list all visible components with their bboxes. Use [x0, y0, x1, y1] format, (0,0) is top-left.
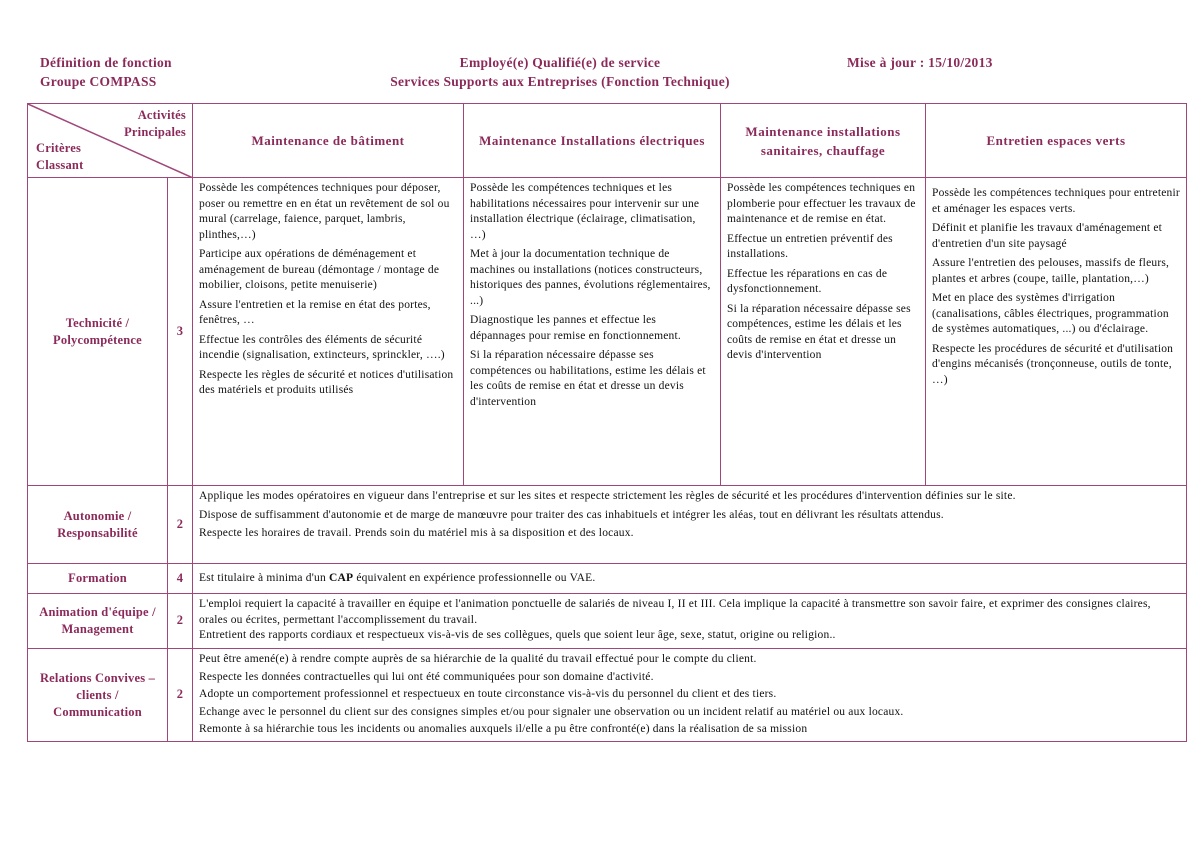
activity-cell	[721, 178, 926, 486]
corner-label: Principales	[124, 125, 186, 139]
criterion-label: Relations Convives – clients / Communication	[28, 649, 168, 742]
activity-cell	[464, 178, 721, 486]
table-row	[28, 178, 1187, 486]
task-text: Entretient des rapports cordiaux et respectueux vis-à-vis de ses collègues, quels que soient leur âge, sexe, statut, origine ou religion..	[199, 629, 836, 641]
activity-cell	[926, 178, 1187, 486]
function-table	[27, 103, 1187, 742]
task-text: Si la réparation nécessaire dépasse ses compétences, estime les délais et les coûts de remise en état et dresse un devis d'intervention	[727, 302, 911, 361]
task-text: équivalent en expérience professionnelle ou VAE.	[353, 571, 596, 584]
task-text: Si la réparation nécessaire dépasse ses compétences ou habilitations, estime les délais et les coûts de remise en état et dresse un devis d'intervention	[470, 349, 706, 408]
criterion-description	[193, 649, 1187, 742]
table-row	[28, 594, 1187, 649]
criterion-description	[193, 594, 1187, 649]
task-text: Assure l'entretien et la remise en état des portes, fenêtres, …	[199, 298, 431, 326]
criterion-label: Technicité / Polycompétence	[28, 178, 168, 486]
task-text: Diagnostique les pannes et effectue les dépannages pour remise en fonctionnement.	[470, 314, 681, 342]
task-text: Possède les compétences techniques en plomberie pour effectuer les travaux de maintenance et de remise en état.	[727, 182, 916, 225]
task-text: Est titulaire à minima d'un	[199, 571, 329, 584]
diploma: CAP	[329, 571, 354, 584]
corner-label: Activités	[137, 108, 186, 122]
column-header: Maintenance installations sanitaires, chauffage	[721, 104, 926, 178]
job-department: Services Supports aux Entreprises (Fonction Technique)	[390, 74, 730, 89]
task-text: Respecte les horaires de travail. Prends soin du matériel mis à sa disposition et des locaux.	[199, 527, 634, 539]
task-text: L'emploi requiert la capacité à travailler en équipe et l'animation ponctuelle de salariés de niveau I, II et III. Cela implique la capacité à transmettre son savoir faire, et exprimer des consignes claires, orales ou écrites, permettant l'accomplissement du travail.	[199, 598, 1151, 626]
column-header: Entretien espaces verts	[926, 104, 1187, 178]
task-text: Remonte à sa hiérarchie tous les incidents ou anomalies auxquels il/elle a pu être confronté(e) dans la réalisation de sa mission	[199, 723, 808, 735]
level-value: 2	[168, 649, 193, 742]
document-type	[40, 53, 172, 91]
level-value: 2	[168, 594, 193, 649]
job-title: Employé(e) Qualifié(e) de service	[459, 55, 661, 70]
criterion-description	[193, 486, 1187, 564]
task-text: Définit et planifie les travaux d'aménagement et d'entretien d'un site paysagé	[932, 222, 1163, 250]
update-date: Mise à jour : 15/10/2013	[847, 55, 993, 70]
task-text: Effectue un entretien préventif des installations.	[727, 232, 893, 260]
corner-header	[28, 104, 193, 178]
table-row	[28, 564, 1187, 594]
column-header: Maintenance de bâtiment	[193, 104, 464, 178]
task-text: Respecte les procédures de sécurité et d'utilisation d'engins mécanisés (tronçonneuse, outils de tonte, …)	[932, 342, 1174, 386]
task-text: Effectue les réparations en cas de dysfonctionnement.	[727, 267, 888, 295]
task-text: Possède les compétences techniques pour déposer, poser ou remettre en en état un revêtement de sol ou mural (carrelage, faience, parquet, lambris, plinthes,…)	[199, 182, 450, 241]
company-name: Groupe COMPASS	[40, 74, 157, 89]
task-text: Respecte les règles de sécurité et notices d'utilisation des matériels et produits utilisés	[199, 368, 454, 396]
level-value: 4	[168, 564, 193, 594]
criterion-label: Formation	[28, 564, 168, 594]
task-text: Peut être amené(e) à rendre compte auprès de sa hiérarchie de la qualité du travail effectué pour le compte du client.	[199, 653, 757, 665]
criterion-label: Autonomie / Responsabilité	[28, 486, 168, 564]
column-header: Maintenance Installations électriques	[464, 104, 721, 178]
task-text: Respecte les données contractuelles qui lui ont été communiquées pour son domaine d'activité.	[199, 670, 654, 683]
task-text: Met en place des systèmes d'irrigation (canalisations, câbles électriques, programmation de systèmes automatiques, ...) ou d'éclairage.	[932, 292, 1169, 335]
task-text: Possède les compétences techniques et les habilitations nécessaires pour intervenir sur une installation électrique (éclairage, climatisation, …)	[470, 182, 700, 241]
task-text: Assure l'entretien des pelouses, massifs de fleurs, plantes et arbres (coupe, taille, plantation,…)	[932, 257, 1170, 285]
doc-label: Définition de fonction	[40, 55, 172, 70]
corner-label: Critères	[36, 141, 82, 155]
task-text: Applique les modes opératoires en vigueur dans l'entreprise et sur les sites et respecte strictement les règles de sécurité et les procédures d'intervention définies sur le site.	[199, 490, 1016, 502]
task-text: Participe aux opérations de déménagement et aménagement de bureau (démontage / montage de mobilier, cloisons, petite menuiserie)	[199, 248, 440, 291]
activity-cell	[193, 178, 464, 486]
task-text: Adopte un comportement professionnel et respectueux en toute circonstance vis-à-vis du personnel du client et des tiers.	[199, 688, 777, 700]
task-text: Dispose de suffisamment d'autonomie et de marge de manœuvre pour traiter des cas inhabituels et intégrer les aléas, tout en délivrant les résultats attendus.	[199, 508, 944, 521]
level-value: 2	[168, 486, 193, 564]
corner-label: Classant	[36, 158, 84, 172]
task-text: Possède les compétences techniques pour entretenir et aménager les espaces verts.	[932, 187, 1180, 215]
level-value: 3	[168, 178, 193, 486]
criterion-description	[193, 564, 1187, 594]
task-text: Echange avec le personnel du client sur des consignes simples et/ou pour signaler une observation ou un incident relatif au matériel ou aux locaux.	[199, 705, 904, 718]
task-text: Effectue les contrôles des éléments de sécurité incendie (signalisation, extincteurs, sprinckler, ….)	[199, 333, 445, 361]
criterion-label: Animation d'équipe / Management	[28, 594, 168, 649]
table-row	[28, 486, 1187, 564]
job-title-block	[300, 53, 820, 91]
table-row	[28, 649, 1187, 742]
task-text: Met à jour la documentation technique de machines ou installations (notices constructeurs, historiques des pannes, évolutions réglementaires, ...)	[470, 248, 711, 307]
